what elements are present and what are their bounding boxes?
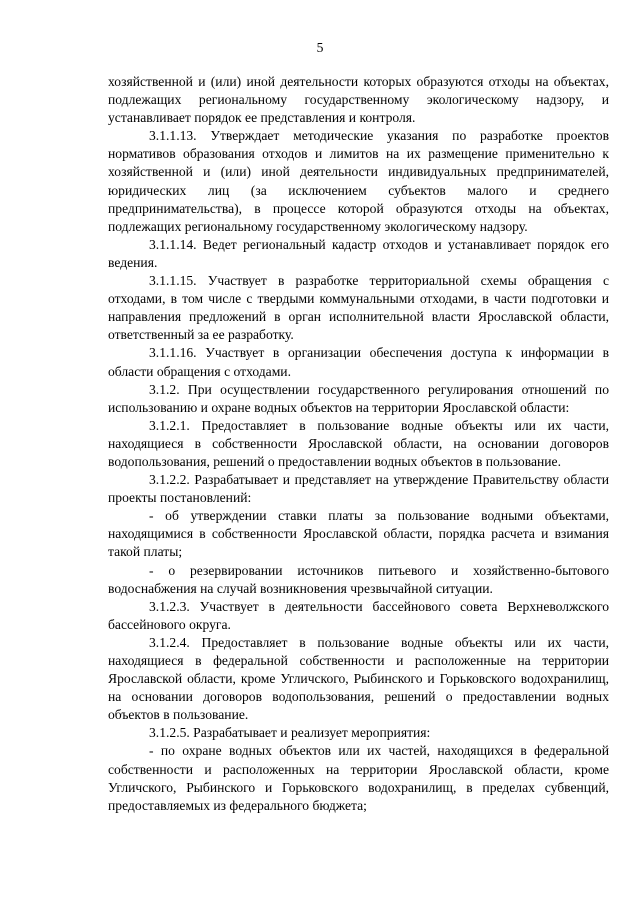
list-item-water-protection: - по охране водных объектов или их частей, находящихся в федеральной собственности и расположенных на территории Ярославской области, кроме Угличского, Рыбинского и Горьковского водохранилищ, в пределах субвенций, предоставляемых из федерального бюджета; <box>108 743 609 813</box>
paragraph-continuation: хозяйственной и (или) иной деятельности которых образуются отходы на объектах, подлежащих региональному государственному экологическому надзору, и устанавливает порядок ее представления и контроля. <box>108 74 609 126</box>
paragraph-3-1-1-14: 3.1.1.14. Ведет региональный кадастр отходов и устанавливает порядок его ведения. <box>108 236 609 270</box>
list-item-water-fee: - об утверждении ставки платы за пользование водными объектами, находящимися в собственности Ярославской области, порядка расчета и взимания такой платы; <box>108 508 609 560</box>
document-body <box>108 73 609 815</box>
paragraph-3-1-2: 3.1.2. При осуществлении государственного регулирования отношений по использованию и охране водных объектов на территории Ярославской области: <box>108 381 609 415</box>
paragraph-3-1-2-5: 3.1.2.5. Разрабатывает и реализует мероприятия: <box>149 725 431 741</box>
page-number: 5 <box>316 40 324 55</box>
paragraph-3-1-1-16: 3.1.1.16. Участвует в организации обеспечения доступа к информации в области обращения с отходами. <box>108 345 609 379</box>
paragraph-3-1-1-15: 3.1.1.15. Участвует в разработке территориальной схемы обращения с отходами, в том числе с твердыми коммунальными отходами, в части подготовки и направления предложений в орган исполнительной власти Ярославской области, ответственный за ее разработку. <box>108 273 609 343</box>
paragraph-3-1-2-2: 3.1.2.2. Разрабатывает и представляет на утверждение Правительству области проекты постановлений: <box>108 472 609 506</box>
paragraph-3-1-2-4: 3.1.2.4. Предоставляет в пользование водные объекты или их части, находящиеся в федеральной собственности и расположенные на территории Ярославской области, кроме Угличского, Рыбинского и Горьковского водохранилищ, на основании договоров водопользования, решений о предоставлении водных объектов в пользование. <box>108 634 609 723</box>
list-item-water-reserve: - о резервировании источников питьевого и хозяйственно-бытового водоснабжения на случай возникновения чрезвычайной ситуации. <box>108 562 609 596</box>
paragraph-3-1-2-1: 3.1.2.1. Предоставляет в пользование водные объекты или их части, находящиеся в собственности Ярославской области, на основании договоров водопользования, решений о предоставлении водных объектов в пользование. <box>108 417 609 469</box>
paragraph-3-1-1-13: 3.1.1.13. Утверждает методические указания по разработке проектов нормативов образования отходов и лимитов на их размещение применительно к хозяйственной и (или) иной деятельности индивидуальных предпринимателей, юридических лиц (за исключением субъектов малого и среднего предпринимательства), в процессе которой образуются отходы на объектах, подлежащих региональному государственному экологическому надзору. <box>108 128 609 234</box>
paragraph-3-1-2-3: 3.1.2.3. Участвует в деятельности бассейнового совета Верхневолжского бассейнового округа. <box>108 598 609 632</box>
